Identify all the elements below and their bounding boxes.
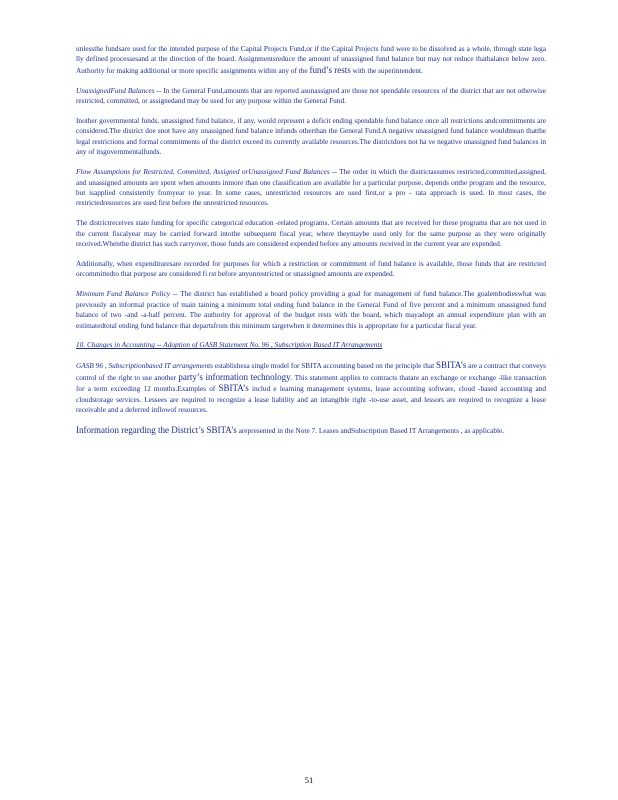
paragraph-text: Additionally, when expendituresare recorded for purposes for which a restriction or commitment of fund balance is available, those funds that are restricted orcommittedto that purpose are considered fi rst before anyunrestricted or unassigned amounts are expended. xyxy=(76,259,546,279)
paragraph-categorical-funding xyxy=(76,218,546,249)
paragraph-text: are a contract that conveys control of the right to use another xyxy=(76,361,547,382)
document-body xyxy=(76,44,546,446)
paragraph-committed-assigned xyxy=(76,44,546,76)
paragraph-text: -- The district has established a board policy providing a goal for management of fund balance.The goalembodieswhat was previously an informal practice of main taining a minimum total ending fund balance in the General Fund of five percent and a minimum unassigned fund balance of two -and -a-half percent. The authority for approval of the budget rests with the board, which mayadopt an annual expenditure plan with an estimatedtotal ending fund balance that departsfrom this minimum targetwhen it determines this is appropriate for a particular fiscal year. xyxy=(76,289,546,330)
paragraph-text: Inother governmental funds, unassigned fund balance, if any, would represent a deficit ending spendable fund balance once all restrictions andcommitments are considered.The district doe snot have any unassigned fund balance infunds otherthan the General Fund.A negative unassigned fund balance wouldmean thatthe legal restrictions and formal commitments of the district exceed its currently available resources.The districtdoes not ha ve negative unassigned fund balances in any of itsgovernmentalfunds. xyxy=(76,116,546,157)
section-heading: Minimum Fund Balance Policy xyxy=(76,289,170,299)
paragraph-text: . This statement applies to contracts thatare an exchange or exchange -like transaction for a term exceeding 12 months.Examples of xyxy=(76,372,547,394)
paragraph-minimum-fund-balance xyxy=(76,289,546,331)
paragraph-emphasis: SBITA’s xyxy=(435,360,467,371)
paragraph-other-funds xyxy=(76,116,546,158)
paragraph-text: unlessthe fundsare used for the intended purpose of the Capital Projects Fund,or if the Capital Projects fund were to be dissolved as a whole, through state lega lly defined processesand at the direction of the board. Assignmentsreduce the amount of unassigned fund balance but may not reduce thatbalance below zero. Authority for making additional or more specific assignments within any of the xyxy=(76,44,546,75)
paragraph-text: with the superintendent. xyxy=(350,65,423,75)
paragraph-emphasis: SBITA’s xyxy=(218,383,249,394)
paragraph-text: includ e learning management systems, lease accounting software, cloud -based accounting and cloudstorage services. Lessees are required to recognize a lease liability and an intangible right -to-use asset, and lessors are required to recognize a lease receivable and a deferred inflowof resources. xyxy=(76,384,547,414)
section-heading: 10. Changes in Accounting -- Adoption of GASB Statement No. 96 , Subscription Based IT Arrangements xyxy=(76,340,383,350)
paragraph-sbita-note xyxy=(76,425,546,436)
paragraph-flow-assumptions xyxy=(76,167,546,209)
paragraph-emphasis: fund’s rests xyxy=(309,64,351,75)
paragraph-emphasis: party’s information technology xyxy=(178,371,291,382)
paragraph-unassigned-fund-balances xyxy=(76,86,546,107)
paragraph-text: -- The order in which the districtassumes restricted,committed,assigned, and unassigned amounts are spent when amounts inmore than one classification are available for a particular purpose, depends onthe program and the resource, but isapplied consistently fromyear to year. In some cases, unrestricted resources are used first,or a pro - rata approach is used. In most cases, the restrictedresources are used first before the unrestricted resources. xyxy=(76,167,546,208)
paragraph-changes-heading xyxy=(76,340,546,350)
paragraph-emphasis: Information regarding the District’s SBITA’s xyxy=(76,424,237,435)
paragraph-additionally xyxy=(76,259,546,280)
paragraph-text: establishesa single model for SBITA accounting based on the principle that xyxy=(212,361,435,371)
paragraph-text: The districtreceives state funding for specific categorical education -related programs. Certain amounts that are received for these programs that are not used in the current fiscalyear may be carried forward intothe subsequent fiscal year, where theymaybe used only for the same purpose as they were originally received.Whenthe district has such carryover, those funds are considered expended before any amounts received in the current year are expended. xyxy=(76,218,546,249)
paragraph-text: arepresented in the Note 7. Leases andSubscription Based IT Arrangements , as applicable. xyxy=(236,425,505,435)
section-heading: Flow Assumptions for Restricted, Committed, Assigned orUnassigned Fund Balances xyxy=(76,167,330,177)
paragraph-text: -- In the General Fund,amounts that are reported asunassigned are those not spendable resources of the district that are not otherwise restricted, committed, or assignedand may be used for any purpose within the General Fund. xyxy=(76,85,547,106)
section-heading: GASB 96 , Subscriptionbased IT arrangements xyxy=(76,361,213,371)
paragraph-gasb-96 xyxy=(76,360,546,415)
section-heading: UnassignedFund Balances xyxy=(76,85,155,95)
page-number: 51 xyxy=(304,775,314,785)
